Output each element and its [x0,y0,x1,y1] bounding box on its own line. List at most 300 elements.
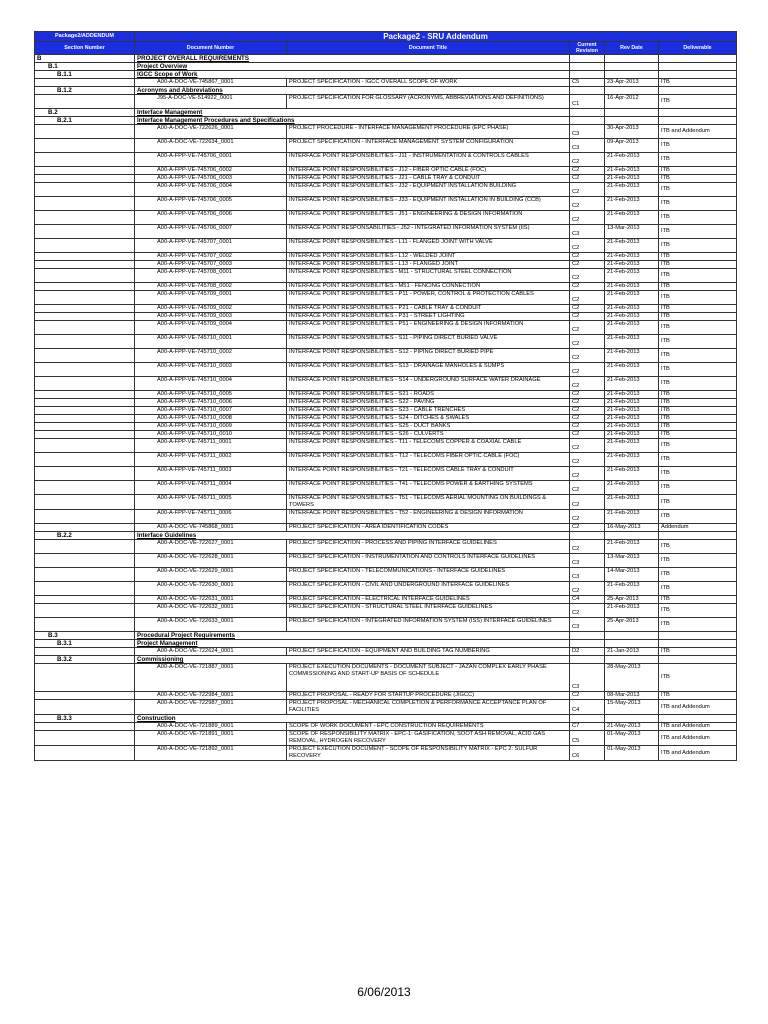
deliverable-cell: ITB [659,510,737,524]
revision-cell: C2 [570,363,605,377]
section-cell [35,453,135,467]
table-row [35,335,737,349]
deliverable-cell: ITB [659,321,737,335]
section-title: Interface Management Procedures and Specifications [135,117,570,125]
col-header-deliverable: Deliverable [659,42,737,55]
rev-date-cell: 21-Feb-2013 [605,423,659,431]
document-number: A00-A-DOC-VE-722628_0001 [135,554,287,568]
empty-cell [570,640,605,648]
document-title: INTERFACE POINT RESPONSIBILITIES - M51 - FENCING CONNECTION [287,283,570,291]
table-row [35,79,737,87]
section-cell [35,423,135,431]
section-title: Interface Guidelines [135,532,570,540]
revision-cell: C2 [570,524,605,532]
revision-cell: C2 [570,321,605,335]
deliverable-cell: ITB [659,415,737,423]
deliverable-cell: ITB [659,481,737,495]
section-cell [35,291,135,305]
revision-cell: C3 [570,554,605,568]
table-row [35,540,737,554]
deliverable-cell: ITB [659,349,737,363]
document-title: PROJECT PROPOSAL - READY FOR STARTUP PROCEDURE (JIGCC) [287,692,570,700]
deliverable-cell: ITB [659,467,737,481]
table-row [35,139,737,153]
section-cell [35,399,135,407]
section-cell [35,618,135,632]
rev-date-cell: 21-Feb-2013 [605,211,659,225]
section-title: Interface Management [135,109,570,117]
empty-cell [570,632,605,640]
document-number: A00-A-DOC-VE-722626_0001 [135,125,287,139]
section-number: B.1.1 [35,71,135,79]
revision-cell: C2 [570,153,605,167]
document-title: INTERFACE POINT RESPONSIBILITIES - L11 - FLANGED JOINT WITH VALVE [287,239,570,253]
section-row [35,656,737,664]
deliverable-cell: ITB [659,540,737,554]
table-row [35,175,737,183]
empty-cell [570,117,605,125]
addendum-sheet [34,31,736,761]
section-title: Project Overview [135,63,570,71]
document-number: A00-A-FPP-VE-745709_0004 [135,321,287,335]
rev-date-cell: 21-Feb-2013 [605,283,659,291]
deliverable-cell: ITB [659,495,737,510]
revision-cell: C2 [570,467,605,481]
document-title: PROJECT SPECIFICATION - TELECOMMUNICATIONS - INTERFACE GUIDELINES [287,568,570,582]
section-cell [35,604,135,618]
table-row [35,423,737,431]
rev-date-cell: 14-Mar-2013 [605,568,659,582]
document-number: A00-A-FPP-VE-745706_0004 [135,183,287,197]
document-title: INTERFACE POINT RESPONSIBILITIES - T41 - TELECOMS POWER & EARTHING SYSTEMS [287,481,570,495]
col-header-revision: Current Revision [570,42,605,55]
empty-cell [605,640,659,648]
document-number: A00-A-DOC-VE-722984_0001 [135,692,287,700]
document-title: INTERFACE POINT RESPONSIBILITIES - S12 - PIPING DIRECT BURIED PIPE [287,349,570,363]
rev-date-cell: 16-May-2013 [605,524,659,532]
empty-cell [659,117,737,125]
section-title: Procedural Project Requirements [135,632,570,640]
table-row [35,211,737,225]
section-number: B.2.2 [35,532,135,540]
document-number: J95-A-DOC-VE-514922_0001 [135,95,287,109]
empty-cell [659,87,737,95]
section-cell [35,175,135,183]
revision-cell: C2 [570,253,605,261]
document-number: A00-A-DOC-VE-722630_0001 [135,582,287,596]
section-row [35,640,737,648]
rev-date-cell: 21-Feb-2013 [605,415,659,423]
section-cell [35,349,135,363]
document-title: PROJECT SPECIFICATION - AREA IDENTIFICATION CODES [287,524,570,532]
revision-cell: C3 [570,225,605,239]
section-cell [35,139,135,153]
document-title: INTERFACE POINT RESPONSIBILITIES - M11 - STRUCTURAL STEEL CONNECTION [287,269,570,283]
table-row [35,261,737,269]
section-number: B.1 [35,63,135,71]
section-row [35,532,737,540]
empty-cell [659,109,737,117]
section-number: B.2 [35,109,135,117]
table-body [35,55,737,761]
empty-cell [605,55,659,63]
deliverable-cell: ITB [659,167,737,175]
deliverable-cell: ITB and Addendum [659,746,737,761]
section-cell [35,596,135,604]
document-title: PROJECT SPECIFICATION - INSTRUMENTATION AND CONTROLS INTERFACE GUIDELINES [287,554,570,568]
table-row [35,618,737,632]
section-cell [35,391,135,399]
document-title: INTERFACE POINT RESPONSIBILITIES - L12 - WELDED JOINT [287,253,570,261]
document-number: A00-A-FPP-VE-745711_0004 [135,481,287,495]
document-number: A00-A-FPP-VE-745709_0001 [135,291,287,305]
rev-date-cell: 13-Mar-2013 [605,225,659,239]
deliverable-cell: ITB [659,399,737,407]
revision-cell: C2 [570,439,605,453]
table-row [35,510,737,524]
document-title: PROJECT SPECIFICATION - CIVIL AND UNDERGROUND INTERFACE GUIDELINES [287,582,570,596]
document-number: A00-A-FPP-VE-745707_0001 [135,239,287,253]
deliverable-cell: ITB [659,431,737,439]
deliverable-cell: ITB [659,604,737,618]
section-cell [35,321,135,335]
empty-cell [605,63,659,71]
table-row [35,731,737,746]
document-number: A00-A-FPP-VE-745710_0007 [135,407,287,415]
revision-cell: C5 [570,731,605,746]
table-row [35,225,737,239]
deliverable-cell: ITB and Addendum [659,700,737,715]
table-row [35,648,737,656]
rev-date-cell: 21-Feb-2013 [605,197,659,211]
section-row [35,109,737,117]
revision-cell: C7 [570,723,605,731]
section-cell [35,431,135,439]
table-row [35,269,737,283]
document-title: INTERFACE POINT RESPONSIBILITIES - J11 - INSTRUMENTATION & CONTROLS CABLES [287,153,570,167]
document-number: A00-A-FPP-VE-745706_0005 [135,197,287,211]
deliverable-cell: ITB [659,335,737,349]
document-number: A00-A-FPP-VE-745706_0001 [135,153,287,167]
document-title: INTERFACE POINT RESPONSIBILITIES - S14 - UNDERGROUND SURFACE WATER DRAINAGE [287,377,570,391]
revision-cell: C2 [570,415,605,423]
document-title: INTERFACE POINT RESPONSIBILITIES - P11 - POWER, CONTROL & PROTECTION CABLES [287,291,570,305]
empty-cell [659,71,737,79]
document-number: A00-A-FPP-VE-745708_0002 [135,283,287,291]
document-title: INTERFACE POINT RESPONSIBILITIES - T51 - TELECOMS AERIAL MOUNTING ON BUILDINGS & TOWERS [287,495,570,510]
deliverable-cell: ITB [659,568,737,582]
deliverable-cell: Addendum [659,524,737,532]
rev-date-cell: 21-Feb-2013 [605,269,659,283]
revision-cell: C4 [570,596,605,604]
table-row [35,125,737,139]
rev-date-cell: 21-Feb-2013 [605,305,659,313]
document-title: INTERFACE POINT RESPONSIBILITIES - J21 - CABLE TRAY & CONDUIT [287,175,570,183]
table-row [35,723,737,731]
revision-cell: C2 [570,269,605,283]
section-row [35,63,737,71]
document-title: INTERFACE POINT RESPONSIBILITIES - S26 - CULVERTS [287,431,570,439]
deliverable-cell: ITB [659,253,737,261]
deliverable-cell: ITB and Addendum [659,125,737,139]
rev-date-cell: 21-Feb-2013 [605,604,659,618]
document-number: A00-A-FPP-VE-745711_0006 [135,510,287,524]
table-row [35,197,737,211]
section-title: IGCC Scope of Work [135,71,570,79]
section-title: PROJECT OVERALL REQUIREMENTS [135,55,570,63]
deliverable-cell: ITB [659,554,737,568]
section-cell [35,540,135,554]
table-row [35,291,737,305]
revision-cell: D2 [570,648,605,656]
deliverable-cell: ITB [659,313,737,321]
rev-date-cell: 21-Feb-2013 [605,313,659,321]
table-row [35,439,737,453]
rev-date-cell: 21-Feb-2013 [605,510,659,524]
document-title: INTERFACE POINT RESPONSIBILITIES - T52 - ENGINEERING & DESIGN INFORMATION [287,510,570,524]
section-title: Construction [135,715,570,723]
empty-cell [659,656,737,664]
document-number: A00-A-DOC-VE-721887_0001 [135,664,287,692]
document-number: A00-A-FPP-VE-745709_0003 [135,313,287,321]
revision-cell: C2 [570,399,605,407]
document-title: INTERFACE POINT RESPONSIBILITIES - T11 - TELECOMS COPPER & COAXIAL CABLE [287,439,570,453]
table-row [35,495,737,510]
document-title: INTERFACE POINT RESPONSIBILITIES - J51 - ENGINEERING & DESIGN INFORMATION [287,211,570,225]
deliverable-cell: ITB [659,439,737,453]
document-title: PROJECT PROCEDURE - INTERFACE MANAGEMENT PROCEDURE (EPC PHASE) [287,125,570,139]
rev-date-cell: 13-Mar-2013 [605,554,659,568]
revision-cell: C2 [570,407,605,415]
empty-cell [605,632,659,640]
table-row [35,349,737,363]
revision-cell: C3 [570,664,605,692]
deliverable-cell: ITB [659,225,737,239]
rev-date-cell: 23-Apr-2013 [605,79,659,87]
revision-cell: C2 [570,291,605,305]
table-row [35,604,737,618]
document-title: INTERFACE POINT RESPONSIBILITIES - P21 - CABLE TRAY & CONDUIT [287,305,570,313]
document-number: A00-A-FPP-VE-745711_0002 [135,453,287,467]
document-title: INTERFACE POINT RESPONSIBILITIES - S24 - DITCHES & SWALES [287,415,570,423]
deliverable-cell: ITB [659,283,737,291]
document-number: A00-A-FPP-VE-745710_0002 [135,349,287,363]
rev-date-cell: 01-May-2013 [605,731,659,746]
table-row [35,167,737,175]
document-number: A00-A-FPP-VE-745710_0003 [135,363,287,377]
table-row [35,283,737,291]
deliverable-cell: ITB [659,95,737,109]
document-title: INTERFACE POINT RESPONSIBILITIES - S21 - ROADS [287,391,570,399]
document-title: PROJECT SPECIFICATION - PROCESS AND PIPING INTERFACE GUIDELINES [287,540,570,554]
rev-date-cell: 21-Feb-2013 [605,335,659,349]
section-cell [35,648,135,656]
rev-date-cell: 16-Apr-2012 [605,95,659,109]
section-cell [35,582,135,596]
rev-date-cell: 21-Feb-2013 [605,453,659,467]
revision-cell: C2 [570,313,605,321]
table-row [35,377,737,391]
document-number: A00-A-FPP-VE-745706_0002 [135,167,287,175]
section-cell [35,225,135,239]
section-row [35,55,737,63]
rev-date-cell: 21-Feb-2013 [605,175,659,183]
document-title: PROJECT PROPOSAL - MECHANICAL COMPLETION & PERFORMANCE ACCEPTANCE PLAN OF FACILITIES [287,700,570,715]
section-cell [35,415,135,423]
document-number: A00-A-DOC-VE-722631_0001 [135,596,287,604]
col-header-section: Section Number [35,42,135,55]
document-title: PROJECT SPECIFICATION - EQUIPMENT AND BUILDING TAG NUMBERING [287,648,570,656]
revision-cell: C2 [570,495,605,510]
revision-cell: C2 [570,211,605,225]
document-title: INTERFACE POINT RESPONSIBILITIES - S11 - PIPING DIRECT BURIED VALVE [287,335,570,349]
revision-cell: C6 [570,746,605,761]
document-number: A00-A-DOC-VE-722627_0001 [135,540,287,554]
section-row [35,715,737,723]
deliverable-cell: ITB [659,648,737,656]
section-number: B.3 [35,632,135,640]
section-cell [35,377,135,391]
document-number: A00-A-DOC-VE-722632_0001 [135,604,287,618]
document-number: A00-A-FPP-VE-745711_0003 [135,467,287,481]
revision-cell: C4 [570,700,605,715]
table-row [35,453,737,467]
deliverable-cell: ITB [659,391,737,399]
rev-date-cell: 21-Feb-2013 [605,321,659,335]
empty-cell [570,109,605,117]
document-number: A00-A-DOC-VE-721891_0001 [135,731,287,746]
document-number: A00-A-DOC-VE-745868_0001 [135,524,287,532]
document-number: A00-A-DOC-VE-722987_0001 [135,700,287,715]
empty-cell [659,532,737,540]
document-title: PROJECT SPECIFICATION FOR GLOSSARY (ACRONYMS, ABBREVIATIONS AND DEFINITIONS) [287,95,570,109]
rev-date-cell: 21-Feb-2013 [605,377,659,391]
rev-date-cell: 21-Feb-2013 [605,399,659,407]
rev-date-cell: 21-Feb-2013 [605,391,659,399]
empty-cell [570,63,605,71]
empty-cell [605,715,659,723]
rev-date-cell: 21-Feb-2013 [605,261,659,269]
section-title: Acronyms and Abbreviations [135,87,570,95]
table-title: Package2 - SRU Addendum [135,32,737,42]
revision-cell: C2 [570,283,605,291]
document-title: PROJECT SPECIFICATION - IGCC OVERALL SCOPE OF WORK [287,79,570,87]
revision-cell: C2 [570,349,605,363]
document-title: INTERFACE POINT RESPONSIBILITIES - S25 - DUCT BANKS [287,423,570,431]
section-row [35,117,737,125]
section-row [35,632,737,640]
document-number: A00-A-FPP-VE-745706_0003 [135,175,287,183]
document-title: INTERFACE POINT RESPONSIBILITIES - S22 - PAVING [287,399,570,407]
section-number: B.3.2 [35,656,135,664]
revision-cell: C2 [570,167,605,175]
rev-date-cell: 21-Feb-2013 [605,183,659,197]
section-cell [35,664,135,692]
document-number: A00-A-FPP-VE-745710_0006 [135,399,287,407]
table-row [35,415,737,423]
deliverable-cell: ITB [659,305,737,313]
table-row [35,746,737,761]
section-row [35,87,737,95]
table-row [35,481,737,495]
rev-date-cell: 21-Feb-2013 [605,431,659,439]
empty-cell [605,87,659,95]
table-row [35,321,737,335]
section-cell [35,211,135,225]
table-row [35,313,737,321]
deliverable-cell: ITB [659,239,737,253]
document-number: A00-A-FPP-VE-745711_0001 [135,439,287,453]
document-number: A00-A-DOC-VE-722634_0001 [135,139,287,153]
revision-cell: C2 [570,582,605,596]
document-title: PROJECT EXECUTION DOCUMENTS - DOCUMENT SUBJECT - JAZAN COMPLEX EARLY PHASE COMMISSIONING AND START-UP BASIS OF SCHEDULE [287,664,570,692]
document-number: A00-A-DOC-VE-722629_0001 [135,568,287,582]
table-row [35,524,737,532]
deliverable-cell: ITB [659,377,737,391]
rev-date-cell: 21-Feb-2013 [605,363,659,377]
table-row [35,467,737,481]
deliverable-cell: ITB [659,596,737,604]
section-cell [35,524,135,532]
revision-cell: C3 [570,125,605,139]
document-number: A00-A-FPP-VE-745711_0005 [135,495,287,510]
table-row [35,664,737,692]
document-title: INTERFACE POINT RESPONSIBILITIES - J33 - EQUIPMENT INSTALLATION IN BUILDING (CCB) [287,197,570,211]
revision-cell: C2 [570,377,605,391]
deliverable-cell: ITB [659,363,737,377]
document-title: PROJECT SPECIFICATION - STRUCTURAL STEEL INTERFACE GUIDELINES [287,604,570,618]
document-title: SCOPE OF RESPONSIBILITY MATRIX - EPC-1: GASIFICATION, SOOT ASH REMOVAL, ACID GAS REMOVAL, HYDROGEN RECOVERY [287,731,570,746]
section-cell [35,313,135,321]
section-cell [35,269,135,283]
section-number: B.3.3 [35,715,135,723]
empty-cell [605,117,659,125]
section-cell [35,167,135,175]
table-row [35,253,737,261]
table-row [35,153,737,167]
col-header-title: Document Title [287,42,570,55]
rev-date-cell: 21-May-2013 [605,723,659,731]
section-cell [35,335,135,349]
rev-date-cell: 21-Feb-2013 [605,291,659,305]
document-number: A00-A-FPP-VE-745707_0003 [135,261,287,269]
deliverable-cell: ITB [659,79,737,87]
revision-cell: C1 [570,95,605,109]
document-title: INTERFACE POINT RESPONSIBILITIES - S13 - DRAINAGE MANHOLES & SUMPS [287,363,570,377]
revision-cell: C2 [570,692,605,700]
section-cell [35,197,135,211]
table-row [35,399,737,407]
section-cell [35,495,135,510]
deliverable-cell: ITB [659,183,737,197]
document-number: A00-A-FPP-VE-745710_0005 [135,391,287,399]
rev-date-cell: 21-Feb-2013 [605,467,659,481]
rev-date-cell: 21-Feb-2013 [605,167,659,175]
header-row-title [35,32,737,42]
empty-cell [570,532,605,540]
document-title: PROJECT SPECIFICATION - INTERFACE MANAGEMENT SYSTEM CONFIGURATION [287,139,570,153]
rev-date-cell: 21-Feb-2013 [605,481,659,495]
deliverable-cell: ITB [659,582,737,596]
document-title: INTERFACE POINT RESPONSIBILITIES - L13 - FLANGED JOINT [287,261,570,269]
section-cell [35,283,135,291]
revision-cell: C2 [570,481,605,495]
deliverable-cell: ITB [659,692,737,700]
table-row [35,568,737,582]
section-cell [35,305,135,313]
section-number: B [35,55,135,63]
header-row-columns [35,42,737,55]
